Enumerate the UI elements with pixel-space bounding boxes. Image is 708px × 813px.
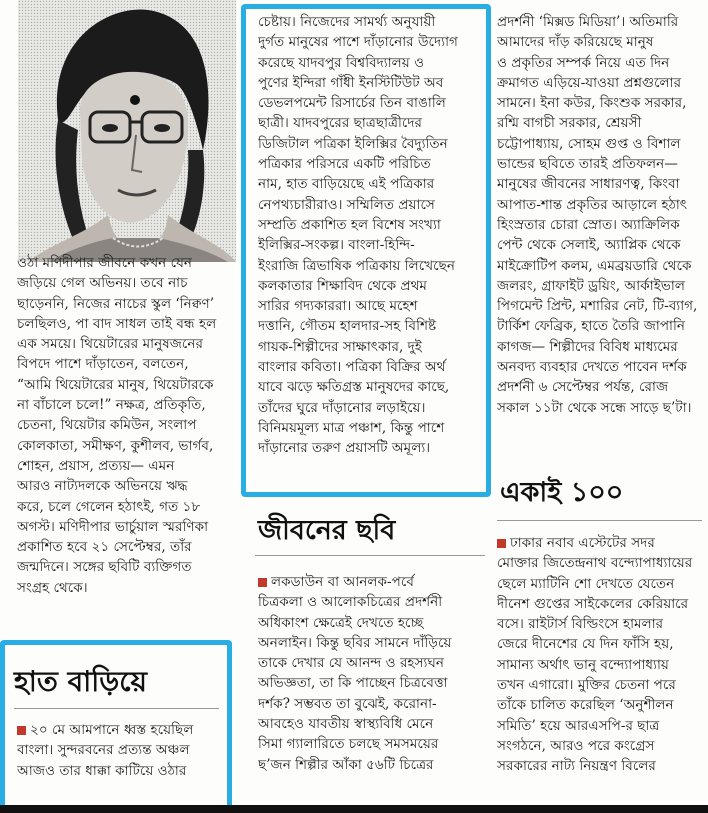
text-line: সামান্য অর্থাৎ ভানু বন্দ্যোপাধ্যায় (497, 656, 669, 673)
text-line: সারির গদ্যকাররা। আছে মহেশ (258, 298, 418, 315)
text-line: ওঠা মণিদীপার জীবনে কখন যেন (17, 255, 193, 271)
text-line: ডিজিটাল পত্রিকা ইলিক্সির বৈদ্যুতিন (258, 135, 448, 152)
text-line: অধিকাংশ ক্ষেত্রেই দেখতে হচ্ছে (258, 614, 424, 631)
text-line: করেছে যাদবপুর বিশ্ববিদ্যালয় ও (258, 54, 425, 71)
text-line: জলরং, গ্রাফাইট ড্রয়িং, আর্কাইভাল (497, 277, 685, 294)
text-line-content: ঢাকার নবাব এস্টেটের সদর (510, 535, 655, 551)
text-line: পত্রিকার পরিসরে একটি পরিচিত (258, 156, 431, 173)
text-line: দত্তানি, গৌতম হালদার-সহ বিশিষ্ট (258, 318, 437, 335)
text-line: ও প্রকৃতির সম্পর্ক নিয়ে এত দিন (497, 54, 670, 71)
text-line: অভিজ্ঞতা, তা কি পাচ্ছেন চিত্রবেত্তা (258, 675, 448, 692)
article-column-2 (258, 12, 484, 459)
red-square-bullet-icon (258, 578, 267, 587)
text-line: তখন এগারো। মুক্তির চেতনা পরে (497, 677, 676, 694)
text-line: আরও নাট্যদলকে অভিনয়ে ঋদ্ধ (17, 478, 188, 495)
text-line: চেষ্টায়। নিজেদের সামর্থ্য অনুযায়ী (258, 14, 436, 30)
text-line: পিগমেন্ট প্রিন্ট, মশারির নেট, টি-ব্যাগ, (497, 298, 698, 315)
text-line: ছাত্রী। যাদবপুরের ছাত্রছাত্রীদের (258, 115, 422, 132)
text-line: পুণের ইন্দিরা গাঁধী ইনস্টিটিউট অব (258, 74, 444, 91)
text-line: ডেভলপমেন্ট রিসার্চের তিন বাঙালি (258, 95, 446, 112)
text-line: অনবদ্য ব্যবহার দেখতে পাবেন দর্শক (497, 359, 687, 376)
text-line: সংগঠনে, আরও পরে কংগ্রেস (497, 737, 655, 754)
text-line: চিত্রকলা ও আলোকচিত্রের প্রদর্শনী (258, 594, 443, 611)
red-square-bullet-icon (17, 726, 26, 735)
text-line: প্রদর্শনী ‘মিক্সড মিডিয়া’। অতিমারি (497, 14, 679, 30)
text-line: জেরে দীনেশের যে দিন ফাঁসি হয়, (497, 636, 674, 653)
text-line: প্রকাশিত হবে ২১ সেপ্টেম্বর, তাঁর (17, 539, 192, 556)
text-line: সংগ্রহ থেকে। (17, 579, 88, 596)
text-line: নাম, হাত বাড়িয়েছে এই পত্রিকার (258, 176, 435, 193)
text-line: ছেলে ম্যাটিনি শো দেখতে যেতেন (497, 575, 675, 592)
text-line: সিমা গ্যালারিতে চলছে সমসময়ের (258, 736, 439, 753)
text-line: আবহেও যাবতীয় স্বাস্থ্যবিধি মেনে (258, 716, 434, 733)
text-line: না বাঁচালে চলে!” নক্ষত্র, প্রতিকৃতি, (17, 397, 206, 414)
text-line: বাংলার কবিতা। পত্রিকা বিক্রির অর্থ (258, 359, 446, 376)
heading-hat-bariye: হাত বাড়িয়ে (14, 665, 148, 698)
text-line: ক্রমাগত এড়িয়ে-যাওয়া প্রশ্নগুলোর (497, 74, 682, 91)
text-line: রশ্মি বাগচী সরকার, শ্রেয়সী (497, 115, 642, 132)
text-line: প্রদর্শনী ৬ সেপ্টেম্বর পর্যন্ত, রোজ (497, 379, 669, 396)
text-line: সরকারের নাট্য নিয়ন্ত্রণ বিলের (497, 758, 656, 775)
text-line: কলকাতার শিক্ষাবিদ থেকে প্রথম (258, 277, 427, 294)
text-line (497, 533, 707, 553)
text-line: দর্শক? সম্ভবত তা বুঝেই, করোনা- (258, 695, 437, 712)
text-line: করে, চলে গেলেন হঠাৎই, গত ১৮ (17, 498, 201, 515)
portrait-photo (18, 0, 236, 262)
text-line: গায়ক-শিল্পীদের সাক্ষাৎকার, দুই (258, 338, 422, 355)
article-column-ekai-100 (497, 533, 707, 777)
text-line: ইলিক্সির-সংকল্প। বাংলা-হিন্দি- (258, 237, 415, 254)
text-line: হিংস্রতার চোরা স্রোত। অ্যাক্রিলিক (497, 216, 680, 233)
text-line: জড়িয়ে গেল অভিনয়। তবে নাচ (17, 275, 188, 292)
text-line: সামনে। ইনা কউর, কিংশুক সরকার, (497, 95, 687, 112)
text-line: বসে। রাইটার্স বিল্ডিংসে হামলার (497, 616, 664, 633)
red-square-bullet-icon (497, 539, 506, 548)
text-line: দীনেশ গুপ্তের সাইকেলের কেরিয়ারে (497, 595, 689, 612)
text-line: সমিতি’ হয়ে আরএসপি-র ছাত্র (497, 717, 660, 734)
text-line: চেতনা, থিয়েটার কমিউন, সংলাপ (17, 417, 197, 434)
text-line: পেন্ট থেকে সেলাই, অ্যাপ্লিক থেকে (497, 237, 681, 254)
text-line: “আমি থিয়েটারের মানুষ, থিয়েটারকে (17, 376, 214, 393)
text-line: সম্প্রতি প্রকাশিত হল বিশেষ সংখ্যা (258, 216, 441, 233)
text-line: আমাদের দাঁড় করিয়েছে মানুষ (497, 34, 654, 51)
text-line: বিনিময়মূল্য মাত্র পঞ্চাশ, কিন্তু পাশে (258, 419, 445, 436)
text-line (17, 720, 227, 740)
bottom-edge-bar (0, 805, 708, 813)
text-line: মোক্তার জিতেন্দ্রনাথ বন্দ্যোপাধ্যায়ের (497, 555, 693, 572)
text-line: শোহন, প্রয়াস, প্রত্যয়— এমন (17, 457, 175, 474)
text-line: কোলকাতা, সমীক্ষণ, কুশীলব, ভার্গব, (17, 437, 214, 454)
text-line: যাবে ঝড়ে ক্ষতিগ্রস্ত মানুষদের কাছে, (258, 379, 450, 396)
article-column-3 (497, 12, 707, 418)
text-line: বাংলা। সুন্দরবনের প্রত্যন্ত অঞ্চল (17, 742, 190, 759)
article-column-jiboner-chhobi (258, 572, 484, 775)
text-line: জন্মদিনে। সঙ্গের ছবিটি ব্যক্তিগত (17, 559, 192, 576)
text-line: অনলাইন। কিন্তু ছবির সামনে দাঁড়িয়ে (258, 634, 452, 651)
text-line: ছাড়েননি, নিজের নাচের স্কুল ‘নিক্বণ’ (17, 295, 215, 312)
text-line: টার্কিশ ফেব্রিক, হাতে তৈরি জাপানি (497, 318, 685, 335)
heading-ekai-100: একাই ১০০ (500, 477, 624, 508)
heading-rule (14, 708, 219, 709)
text-line: ছ’জন শিল্পীর আঁকা ৫৬টি চিত্রের (258, 756, 434, 773)
text-line: ভান্ডের ছবিতে তারই প্রতিফলন— (497, 156, 678, 173)
text-line-content: ২০ মে আমপানে ধ্বস্ত হয়েছিল (30, 722, 194, 738)
text-line: তাকে দেখার যে আনন্দ ও রহস্যঘন (258, 655, 445, 672)
article-column-1 (17, 253, 239, 598)
text-line: দাঁড়ানোর তরুণ প্রয়াসটি অমূল্য। (258, 440, 431, 457)
text-line: আজও তার ধাক্কা কাটিয়ে ওঠার (17, 762, 187, 779)
text-line: ইংরাজি ত্রিভাষিক পত্রিকায় লিখেছেন (258, 257, 455, 274)
text-line: তাঁদের ঘুরে দাঁড়ানোর লড়াইয়ে। (258, 399, 426, 416)
text-line: বিপদে পাশে দাঁড়াতেন, বলতেন, (17, 356, 189, 373)
text-line: সকাল ১১টা থেকে সন্ধে সাড়ে ছ’টা। (497, 399, 692, 416)
text-line-content: লকডাউন বা আনলক-পর্বে (271, 574, 414, 590)
text-line: তাঁকে চালিত করেছিল ‘অনুশীলন (497, 697, 674, 714)
text-line: এক সময়ে। থিয়েটারের মানুষজনের (17, 336, 203, 353)
heading-jiboner-chhobi: জীবনের ছবি (258, 515, 396, 546)
text-line: অগস্ট। মণিদীপার ভার্চুয়াল স্মরণিকা (17, 518, 209, 535)
text-line: নেপথ্যচারীরাও। সম্মিলিত প্রয়াসে (258, 196, 435, 213)
text-line: মাইক্রোটিপ কলম, এমব্রয়ডারি থেকে (497, 257, 692, 274)
text-line: দুর্গত মানুষের পাশে দাঁড়ানোর উদ্যোগ (258, 34, 458, 51)
article-column-hat-bariye (17, 720, 227, 781)
heading-rule (497, 520, 702, 521)
text-line (258, 572, 484, 592)
text-line: মানুষের জীবনের সাধারণত্ব, কিংবা (497, 176, 680, 193)
text-line: কাগজ— শিল্পীদের বিবিধ মাধ্যমের (497, 338, 678, 355)
text-line: আপাত-শান্ত প্রকৃতির আড়ালে হঠাৎ (497, 196, 688, 213)
heading-rule (255, 555, 485, 556)
text-line: চলছিলও, পা বাদ সাধল তাই বন্ধ হল (17, 315, 217, 332)
text-line: চট্টোপাধ্যায়, সোহম গুপ্ত ও বিশাল (497, 135, 681, 152)
